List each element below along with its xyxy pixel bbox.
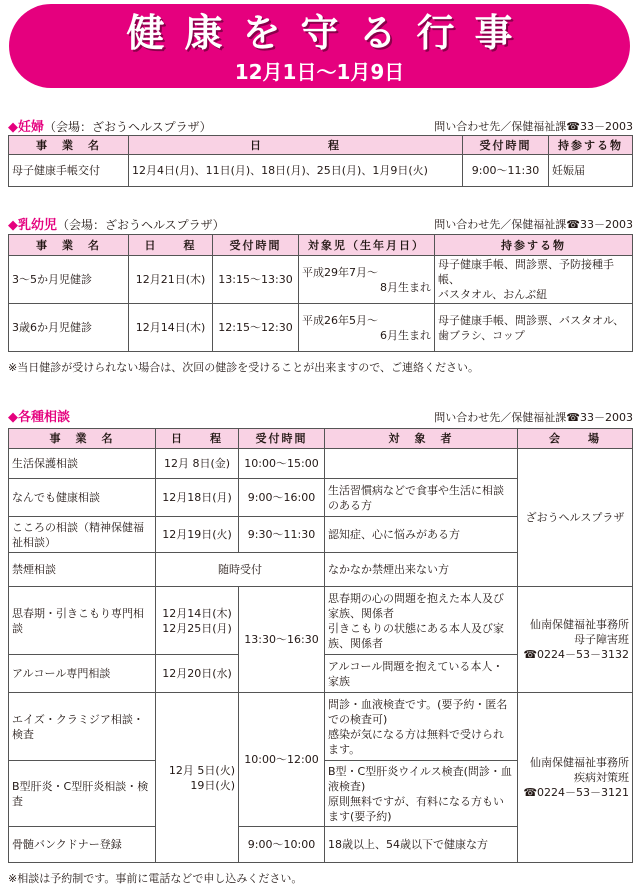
infant-venue: （会場：ざおうヘルスプラザ） — [57, 218, 225, 232]
event-target: 平成29年7月～ 8月生まれ — [299, 256, 435, 304]
consult-table — [8, 428, 633, 863]
infant-inquiry: 問い合わせ先／保健福祉課☎33－2003 — [434, 218, 633, 231]
event-items: 妊娠届 — [549, 155, 633, 187]
event-target — [325, 449, 518, 479]
event-time: 13:30～16:30 — [239, 587, 325, 693]
consult-note: ※相談は予約制です。事前に電話などで申し込みください。 — [8, 872, 303, 885]
venue-youth: 仙南保健福祉事務所 母子障害班 ☎0224－53－3132 — [518, 587, 633, 693]
venue-disease: 仙南保健福祉事務所 疾病対策班 ☎0224－53－3121 — [518, 693, 633, 863]
event-target: 平成26年5月～ 6月生まれ — [299, 304, 435, 352]
event-target: 思春期の心の問題を抱えた本人及び家族、関係者 引きこもりの状態にある本人及び家族、関係者 — [325, 587, 518, 655]
event-date: 12月21日(木) — [129, 256, 213, 304]
header-time: 受付時間 — [463, 136, 549, 155]
table-row — [9, 449, 633, 479]
event-name: 骨髄バンクドナー登録 — [9, 827, 156, 863]
event-target: 問診・血液検査です。(要予約・匿名での検査可) 感染が気になる方は無料で受けられます。 — [325, 693, 518, 761]
event-target: 生活習慣病などで食事や生活に相談のある方 — [325, 479, 518, 517]
event-name: 3～5か月児健診 — [9, 256, 129, 304]
event-time: 9:00～11:30 — [463, 155, 549, 187]
event-time: 13:15～13:30 — [213, 256, 299, 304]
header-name: 事 業 名 — [9, 136, 129, 155]
event-name: 3歳6か月児健診 — [9, 304, 129, 352]
header-dates: 日 程 — [129, 136, 463, 155]
event-date: 12月14日(木) 12月25日(月) — [156, 587, 239, 655]
header-items: 持参する物 — [435, 235, 633, 256]
header-name: 事 業 名 — [9, 235, 129, 256]
event-date: 12月 5日(火) 19日(火) — [156, 693, 239, 863]
event-date: 12月18日(月) — [156, 479, 239, 517]
event-items: 母子健康手帳、問診票、バスタオル、 歯ブラシ、コップ — [435, 304, 633, 352]
banner-period: 12月1日～1月9日 — [234, 60, 405, 84]
header-target: 対 象 者 — [325, 429, 518, 449]
event-datetime: 随時受付 — [156, 553, 325, 587]
event-date: 12月19日(火) — [156, 517, 239, 553]
pregnant-venue: （会場：ざおうヘルスプラザ） — [44, 120, 212, 134]
event-time: 10:00～12:00 — [239, 693, 325, 827]
event-time: 10:00～15:00 — [239, 449, 325, 479]
pregnant-section-title: ◆妊婦（会場：ざおうヘルスプラザ） — [8, 120, 212, 135]
header-date: 日 程 — [129, 235, 213, 256]
event-time: 9:00～10:00 — [239, 827, 325, 863]
event-time: 9:30～11:30 — [239, 517, 325, 553]
event-target: 認知症、心に悩みがある方 — [325, 517, 518, 553]
banner-title: 健康を守る行事 — [126, 11, 533, 55]
table-row — [9, 304, 633, 352]
consult-section-title: ◆各種相談 — [8, 410, 70, 425]
event-target: なかなか禁煙出来ない方 — [325, 553, 518, 587]
event-name: B型肝炎・C型肝炎相談・検査 — [9, 761, 156, 827]
header-date: 日 程 — [156, 429, 239, 449]
event-target: B型・C型肝炎ウイルス検査(問診・血液検査) 原則無料ですが、有料になる方もいます(要予約) — [325, 761, 518, 827]
table-row — [9, 155, 633, 187]
table-row — [9, 256, 633, 304]
event-name: なんでも健康相談 — [9, 479, 156, 517]
table-row — [9, 693, 633, 761]
event-name: エイズ・クラミジア相談・検査 — [9, 693, 156, 761]
event-dates: 12月4日(月)、11日(月)、18日(月)、25日(月)、1月9日(火) — [129, 155, 463, 187]
event-target: 18歳以上、54歳以下で健康な方 — [325, 827, 518, 863]
event-date: 12月14日(木) — [129, 304, 213, 352]
infant-section-title: ◆乳幼児（会場：ざおうヘルスプラザ） — [8, 218, 225, 233]
event-name: こころの相談（精神保健福祉相談） — [9, 517, 156, 553]
event-time: 12:15～12:30 — [213, 304, 299, 352]
header-target: 対象児（生年月日） — [299, 235, 435, 256]
header-time: 受付時間 — [213, 235, 299, 256]
event-time: 9:00～16:00 — [239, 479, 325, 517]
header-items: 持参する物 — [549, 136, 633, 155]
event-items: 母子健康手帳、問診票、予防接種手帳、 バスタオル、おんぶ紐 — [435, 256, 633, 304]
header-name: 事 業 名 — [9, 429, 156, 449]
event-name: アルコール専門相談 — [9, 655, 156, 693]
consult-inquiry: 問い合わせ先／保健福祉課☎33－2003 — [434, 411, 633, 424]
infant-note: ※当日健診が受けられない場合は、次回の健診を受けることが出来ますので、ご連絡ください。 — [8, 361, 479, 374]
header-time: 受付時間 — [239, 429, 325, 449]
event-name: 思春期・引きこもり専門相談 — [9, 587, 156, 655]
event-name: 禁煙相談 — [9, 553, 156, 587]
event-name: 生活保護相談 — [9, 449, 156, 479]
infant-table — [8, 234, 633, 352]
pregnant-table — [8, 135, 633, 187]
header-venue: 会 場 — [518, 429, 633, 449]
event-name: 母子健康手帳交付 — [9, 155, 129, 187]
event-date: 12月 8日(金) — [156, 449, 239, 479]
event-date: 12月20日(水) — [156, 655, 239, 693]
event-target: アルコール問題を抱えている本人・家族 — [325, 655, 518, 693]
venue-zao: ざおうヘルスプラザ — [518, 449, 633, 587]
pregnant-inquiry: 問い合わせ先／保健福祉課☎33－2003 — [434, 120, 633, 133]
event-banner — [9, 4, 630, 88]
table-row — [9, 587, 633, 655]
